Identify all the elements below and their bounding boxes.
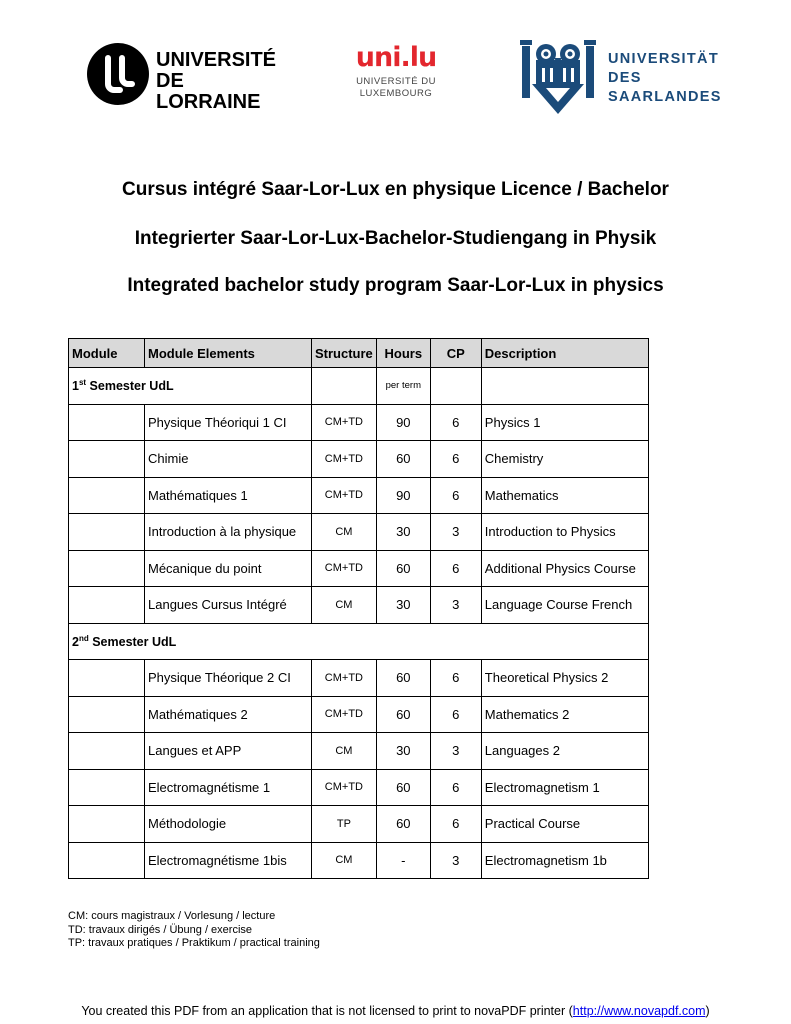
semester-ordinal-suffix: st [78, 378, 87, 388]
semester-row [69, 368, 649, 405]
table-body [69, 368, 649, 879]
semester-number: 1 [72, 379, 79, 394]
description-cell: Electromagnetism 1 [481, 769, 648, 806]
universite-du-luxembourg-logo [350, 44, 442, 114]
cp-cell: 6 [430, 769, 481, 806]
cp-cell: 3 [430, 842, 481, 879]
module-element-cell: Langues et APP [145, 733, 312, 770]
cp-cell: 6 [430, 806, 481, 843]
universitaet-des-saarlandes-logo [518, 36, 722, 116]
header-structure: Structure [312, 339, 377, 368]
note-cm: CM: cours magistraux / Vorlesung / lecture [68, 910, 276, 922]
module-cell [69, 660, 145, 697]
cp-cell: 3 [430, 587, 481, 624]
description-cell: Mathematics [481, 477, 648, 514]
title-french: Cursus intégré Saar-Lor-Lux en physique Licence / Bachelor [122, 179, 669, 200]
hours-cell: 30 [376, 514, 430, 551]
luxembourg-subtitle [350, 76, 442, 100]
title-english: Integrated bachelor study program Saar-Lor-Lux in physics [127, 275, 664, 296]
semester-label: Semester UdL [88, 634, 177, 649]
lorraine-line1: UNIVERSITÉ [156, 49, 277, 71]
structure-cell: CM+TD [312, 696, 377, 733]
header-module-elements: Module Elements [145, 339, 312, 368]
table-row [69, 842, 649, 879]
module-cell [69, 769, 145, 806]
description-cell: Languages 2 [481, 733, 648, 770]
description-cell: Additional Physics Course [481, 550, 648, 587]
semester-heading [69, 623, 649, 660]
header-cp: CP [430, 339, 481, 368]
cp-cell: 6 [430, 550, 481, 587]
module-element-cell: Physique Théoriqui 1 CI [145, 404, 312, 441]
table-row [69, 733, 649, 770]
table-row [69, 550, 649, 587]
structure-cell: CM+TD [312, 441, 377, 478]
hours-cell: 90 [376, 404, 430, 441]
module-element-cell: Méthodologie [145, 806, 312, 843]
saarland-line2: DES [608, 70, 642, 86]
cp-cell: 3 [430, 733, 481, 770]
description-cell: Electromagnetism 1b [481, 842, 648, 879]
module-element-cell: Electromagnétisme 1 [145, 769, 312, 806]
hours-cell: 60 [376, 696, 430, 733]
structure-cell: CM [312, 514, 377, 551]
saarland-owl-emblem-icon [518, 36, 598, 116]
table-row [69, 404, 649, 441]
header-hours: Hours [376, 339, 430, 368]
novapdf-footer [0, 1004, 791, 1018]
luxembourg-sub2: LUXEMBOURG [359, 88, 433, 99]
note-tp: TP: travaux pratiques / Praktikum / practical training [68, 937, 320, 949]
module-element-cell: Langues Cursus Intégré [145, 587, 312, 624]
hours-cell: 30 [376, 587, 430, 624]
module-cell [69, 404, 145, 441]
hours-cell: 60 [376, 806, 430, 843]
table-row [69, 660, 649, 697]
module-element-cell: Introduction à la physique [145, 514, 312, 551]
table-row [69, 441, 649, 478]
abbreviation-notes [68, 910, 320, 951]
hours-cell: 90 [376, 477, 430, 514]
module-cell [69, 587, 145, 624]
semester-structure-cell [312, 368, 377, 405]
cp-cell: 6 [430, 660, 481, 697]
description-cell: Language Course French [481, 587, 648, 624]
footer-end: ) [705, 1004, 710, 1018]
semester-cp-cell [430, 368, 481, 405]
module-cell [69, 441, 145, 478]
module-cell [69, 806, 145, 843]
title-german: Integrierter Saar-Lor-Lux-Bachelor-Studiengang in Physik [134, 228, 657, 249]
table-row [69, 587, 649, 624]
module-cell [69, 733, 145, 770]
saarland-line3: SAARLANDES [608, 89, 722, 105]
structure-cell: CM+TD [312, 477, 377, 514]
module-element-cell: Chimie [145, 441, 312, 478]
module-cell [69, 477, 145, 514]
structure-cell: CM [312, 587, 377, 624]
study-program-table-wrapper [68, 338, 649, 879]
table-row [69, 806, 649, 843]
module-element-cell: Electromagnétisme 1bis [145, 842, 312, 879]
table-row [69, 514, 649, 551]
table-header-row [69, 339, 649, 368]
semester-row [69, 623, 649, 660]
hours-cell: 60 [376, 660, 430, 697]
footer-text: You created this PDF from an application that is not licensed to print to novaPDF printer ( [81, 1004, 573, 1018]
lorraine-wordmark [156, 50, 276, 113]
hours-cell: 60 [376, 441, 430, 478]
module-element-cell: Physique Théorique 2 CI [145, 660, 312, 697]
note-td: TD: travaux dirigés / Übung / exercise [68, 923, 253, 936]
hours-per-term-note: per term [376, 368, 430, 405]
hours-cell: 30 [376, 733, 430, 770]
table-row [69, 769, 649, 806]
header-description: Description [481, 339, 648, 368]
module-cell [69, 842, 145, 879]
structure-cell: CM+TD [312, 660, 377, 697]
hours-cell: 60 [376, 550, 430, 587]
description-cell: Practical Course [481, 806, 648, 843]
semester-description-cell [481, 368, 648, 405]
cp-cell: 6 [430, 696, 481, 733]
cp-cell: 6 [430, 404, 481, 441]
cp-cell: 3 [430, 514, 481, 551]
lorraine-line2: DE LORRAINE [156, 70, 261, 113]
structure-cell: TP [312, 806, 377, 843]
cp-cell: 6 [430, 441, 481, 478]
cp-cell: 6 [430, 477, 481, 514]
module-cell [69, 514, 145, 551]
universite-de-lorraine-logo [86, 42, 277, 113]
description-cell: Mathematics 2 [481, 696, 648, 733]
description-cell: Theoretical Physics 2 [481, 660, 648, 697]
lorraine-emblem-icon [86, 42, 150, 106]
saarland-wordmark [608, 50, 722, 107]
semester-number: 2 [72, 634, 79, 649]
table-row [69, 477, 649, 514]
structure-cell: CM [312, 733, 377, 770]
luxembourg-sub1: UNIVERSITÉ DU [356, 76, 436, 87]
semester-heading [69, 368, 312, 405]
structure-cell: CM+TD [312, 550, 377, 587]
module-element-cell: Mathématiques 2 [145, 696, 312, 733]
study-program-table [68, 338, 649, 879]
header-module: Module [69, 339, 145, 368]
module-cell [69, 550, 145, 587]
description-cell: Chemistry [481, 441, 648, 478]
saarland-line1: UNIVERSITÄT [608, 51, 719, 67]
module-element-cell: Mécanique du point [145, 550, 312, 587]
novapdf-link[interactable]: http://www.novapdf.com [572, 1004, 706, 1018]
hours-cell: 60 [376, 769, 430, 806]
description-cell: Introduction to Physics [481, 514, 648, 551]
unilu-wordmark: uni.lu [355, 42, 437, 73]
table-row [69, 696, 649, 733]
structure-cell: CM+TD [312, 404, 377, 441]
semester-label: Semester UdL [86, 379, 174, 394]
hours-cell: - [376, 842, 430, 879]
module-element-cell: Mathématiques 1 [145, 477, 312, 514]
structure-cell: CM+TD [312, 769, 377, 806]
structure-cell: CM [312, 842, 377, 879]
semester-ordinal-suffix: nd [78, 633, 89, 643]
description-cell: Physics 1 [481, 404, 648, 441]
module-cell [69, 696, 145, 733]
